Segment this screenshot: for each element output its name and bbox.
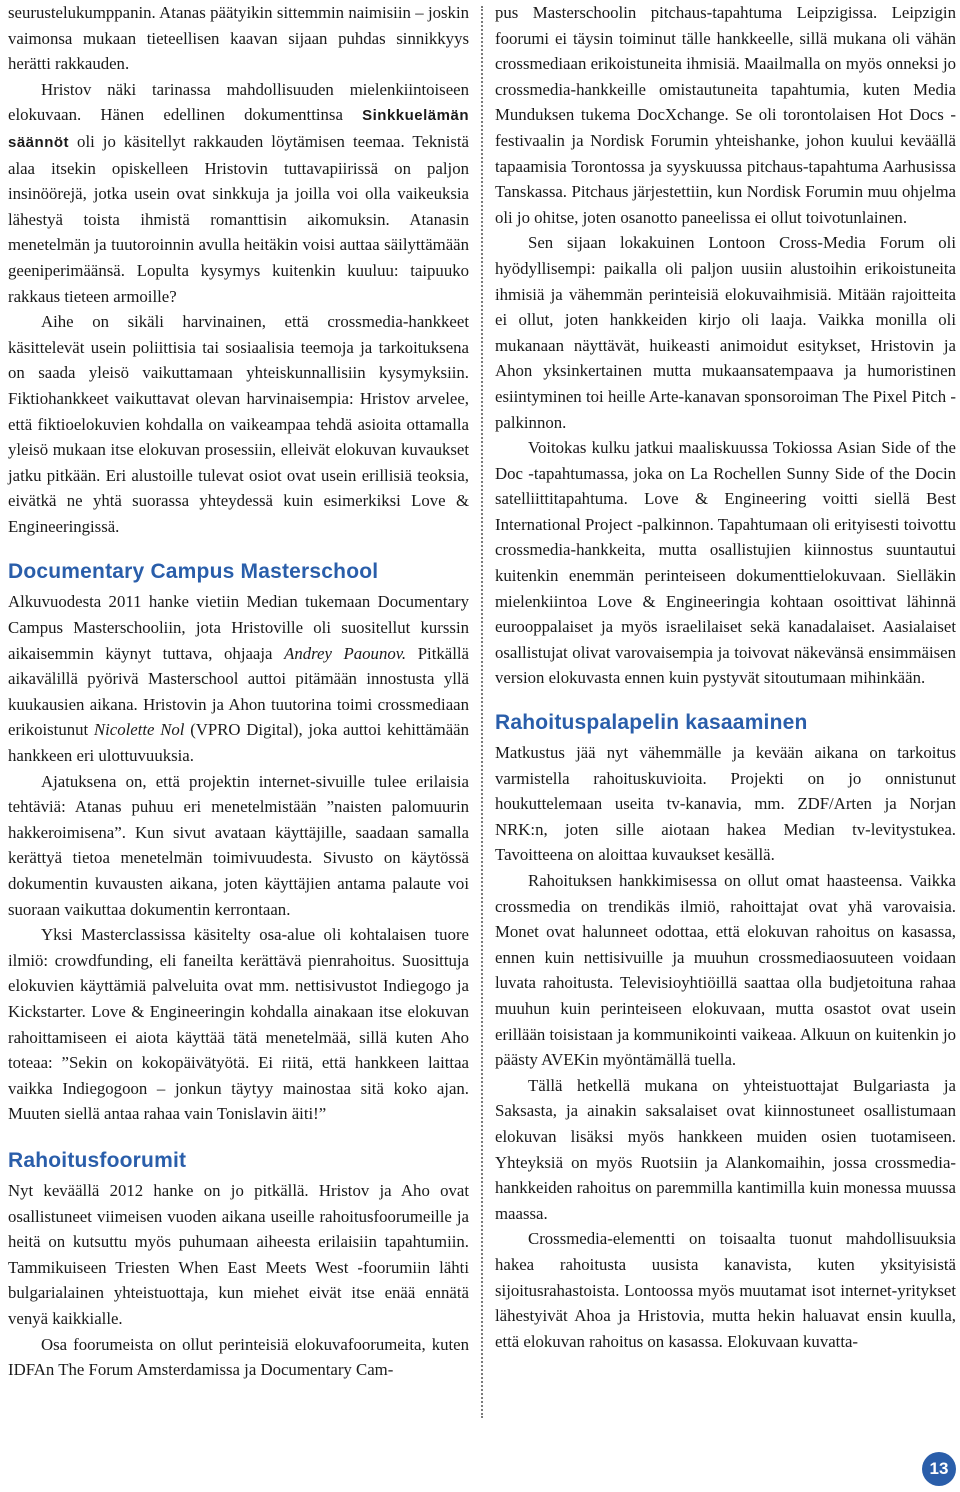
paragraph-text: Pitkällä aikavälillä pyörivä Masterschool auttoi pitämään innostusta yllä kuukausien aikana. Hristovin ja Ahon tuutorina toimi crossmediaan erikoistunut (8, 643, 469, 740)
section-heading: Rahoitusfoorumit (8, 1148, 187, 1172)
person-name: Nicolette Nol (93, 720, 185, 740)
paragraph (8, 77, 469, 309)
paragraph: Yksi Masterclassissa käsitelty osa-alue oli kohtalaisen tuore ilmiö: crowdfunding, eli faneilta kerättävä pienrahoitus. Suosittuja elokuvien käyttämiä palveluita ovat mm. nettisivustot Indiegogo ja Kickstarter. Love & Engineeringin kohdalla ainakaan itse elokuvan rahoittamiseen ei aiota käyttää tätä menetelmää, sillä kuten Aho toteaa: ”Sekin on kokopäivätyötä. Ei riitä, että hankkeen laittaa vaikka Indiegogoon – jonkun täytyy mainostaa sitä koko ajan. Muuten siellä antaa rahaa vain Tonislavin äiti!” (8, 925, 469, 1124)
paragraph-text: oli jo käsitellyt rakkauden löytämisen teemaa. Teknistä alaa itsekin opiskelleen Hristovin tuttavapiirissä on paljon insinöörejä, jotka usein ovat sinkkuja ja joilla voi olla vaikeuksia lähestyä toista ihmistä romanttisin aikomuksin. Atanasin menetelmän ja tuutoroinnin avulla heitäkin voisi auttaa säilyttämään geeniperimäänsä. Lopulta kysymys kuitenkin kuuluu: taipuuko rakkaus tieteen armoille? (8, 131, 470, 306)
paragraph: Tällä hetkellä mukana on yhteistuottajat Bulgariasta ja Saksasta, ja ainakin saksalaiset ovat kiinnostuneet osallistumaan elokuvan lisäksi myös hankkeen muiden osien tuotamiseen. Yhteyksiä on myös Ruotsiin ja Alankomaihin, jossa crossmedia-hankkeiden rahoitus on paremmilla kantimilla kuin monessa muussa maassa. (495, 1075, 956, 1223)
left-column (8, 0, 469, 1383)
paragraph: Rahoituksen hankkimisessa on ollut omat haasteensa. Vaikka crossmedia on trendikäs ilmiö, rahoittajat ovat yhä varovaisia. Monet ovat halunneet odottaa, että elokuvan rahoitus on kasassa, ennen kuin nettisivuille ja muuhun crossmediaosuuteen voidaan luvata rahoitusta. Televisioyhtiöillä saattaa olla budjetoituna rahaa muuhun kuin perinteiseen elokuvaan, mutta osastot ovat usein erillään toisistaan ja kommunikointi vaikeaa. Alkuun on kuitenkin jo päästy AVEKin myöntämällä tuella. (495, 871, 956, 1070)
section-heading: Documentary Campus Masterschool (8, 560, 379, 584)
paragraph: Osa foorumeista on ollut perinteisiä elokuvafoorumeita, kuten IDFAn The Forum Amsterdamissa ja Documentary Cam- (8, 1334, 469, 1380)
paragraph: Crossmedia-elementti on toisaalta tuonut mahdollisuuksia hakea rahoitusta uusista kanavista, kuten yksityisistä sijoitusrahastoista. Lontoossa myös muutamat isot internet-yritykset lähestyivät Ahoa ja Hristovia, mutta hekin haluavat ensin kuulla, että elokuvan rahoitus on kasassa. Elokuvaan kuvatta- (495, 1229, 956, 1351)
paragraph: pus Masterschoolin pitchaus-tapahtuma Leipzigissa. Leipzigin foorumi ei täysin toiminut tälle hankkeelle, sillä mukana oli vähän crossmediaan erikoistuneita ihmisiä. Maailmalla on myös onneksi jo crossmedia-hankkeille omistautuneita tapahtumia, kuten Media Munduksen tukema DocXchange. Se oli torontolaisen Hot Docs -festivaalin ja Nordisk Forumin yhteishanke, johon kuului keväällä tapaamisia Torontossa ja syyskuussa pitchaus-tapahtuma Aarhusissa Tanskassa. Pitchaus järjestettiin, kun Nordisk Forumin muu ohjelma oli jo ohitse, joten osanotto paneelissa ei ollut toivotunlainen. (495, 3, 956, 227)
paragraph: Sen sijaan lokakuinen Lontoon Cross-Media Forum oli hyödyllisempi: paikalla oli paljon uusiin alustoihin erikoistuneita ihmisiä ja vähemmän perinteisiä elokuvaihmisiä. Mitään rajoitteita ei ollut, joten hankkeiden kirjo oli laaja. Vaikka monilla oli mukanaan näyttävät, huikeasti animoidut esitykset, Hristovin ja Ahon yksinkertainen mutta mukaansatempaava ja humoristinen esiintyminen toi heille Arte-kanavan sponsoroiman The Pixel Pitch -palkinnon. (495, 233, 956, 432)
paragraph (8, 589, 469, 768)
paragraph: Ajatuksena on, että projektin internet-sivuille tulee erilaisia tehtäviä: Atanas puhuu eri menetelmistään ”naisten palomuurin hakkeroimisena”. Kun sivut avataan käyttäjille, saadaan samalla kerättyä tietoa menetelmän toimivuudesta. Sivusto on käytössä dokumentin kuvausten aikana, joten käyttäjien antama palaute voi suoraan vaikuttaa dokumentin kerrontaan. (8, 771, 469, 919)
paragraph-text: Alkuvuodesta 2011 hanke vietiin Median tukemaan Documentary Campus Masterschooliin, jota Hristoville oli suositellut kurssin aikaisemmin käynyt tuttava, ohjaaja (8, 592, 469, 663)
person-name: Andrey Paounov. (284, 643, 407, 663)
paragraph: Nyt keväällä 2012 hanke on jo pitkällä. Hristov ja Aho ovat osallistuneet viimeisen vuoden aikana useille rahoitusfoorumeille ja heitä on kutsuttu myös puhumaan aiheesta erilaisiin tapahtumiin. Tammikuiseen Triesten When East Meets West -foorumiin lähti bulgarialainen yhteistuottaja, kun miehet eivät itse enää ennätä venyä kaikkialle. (8, 1180, 469, 1328)
paragraph-text: Hristov näki tarinassa mahdollisuuden mielenkiintoiseen elokuvaan. Hänen edellinen dokumenttinsa (8, 79, 469, 125)
right-column (495, 0, 956, 1354)
film-title: Sinkkuelämän säännöt (8, 107, 469, 151)
paragraph: Aihe on sikäli harvinainen, että crossmedia-hankkeet käsittelevät usein poliittisia tai sosiaalisia teemoja ja tarkoituksena on saada yleisö vaikuttamaan yhteiskunnallisiin kysymyksiin. Fiktiohankkeet vaikuttavat olevan harvinaisempia: Hristov arvelee, että fiktioelokuvien kohdalla on vaikeampaa tehdä asioita ottamalla yleisö mukaan itse elokuvan prosessiin, elleivät elokuvan kuvaukset jatku pitkään. Eri alustoille tulevat osiot ovat usein erillisiä teoksia, eivätkä ne yhtä suorassa yhteydessä kuin esimerkiksi Love & Engineeringissä. (8, 312, 469, 536)
page-number-badge: 13 (922, 1452, 956, 1486)
column-divider (481, 6, 483, 1418)
paragraph: seurustelukumppanin. Atanas päätyikin sittemmin naimisiin – joskin vaimonsa mukaan tieteellisen kaavan sijaan puhdas sinnikkyys herätti rakkauden. (8, 3, 469, 74)
section-heading: Rahoituspalapelin kasaaminen (495, 711, 808, 735)
paragraph: Voitokas kulku jatkui maaliskuussa Tokiossa Asian Side of the Doc -tapahtumassa, joka on La Rochellen Sunny Side of the Docin satelliittitapahtuma. Love & Engineering voitti siellä Best International Project -palkinnon. Tapahtumaan oli erityisesti toivottu crossmedia-hankkeita, mutta osallistujien kiinnostus suuntautui kuitenkin enemmän perinteiseen dokumenttielokuvaan. Sielläkin mielenkiintoa Love & Engineeringia kohtaan osoittivat lähinnä eurooppalaiset ja myös israelilaiset sekä kanadalaiset. Aasialaiset osallistujat olivat varovaisempia ja toivovat näkevänsä ensimmäisen version elokuvasta ennen kuin pystyvät sitoutumaan mihinkään. (495, 438, 956, 688)
paragraph: Matkustus jää nyt vähemmälle ja kevään aikana on tarkoitus varmistella rahoituskuvioita. Projekti on jo onnistunut houkuttelemaan useita tv-kanavia, mm. ZDF/Arten ja Norjan NRK:n, joten sille aiotaan hakea Median tv-levitystukea. Tavoitteena on aloittaa kuvaukset kesällä. (495, 743, 956, 865)
paragraph-text: (VPRO Digital), joka auttoi kehittämään hankkeen eri ulottuvuuksia. (8, 720, 469, 766)
